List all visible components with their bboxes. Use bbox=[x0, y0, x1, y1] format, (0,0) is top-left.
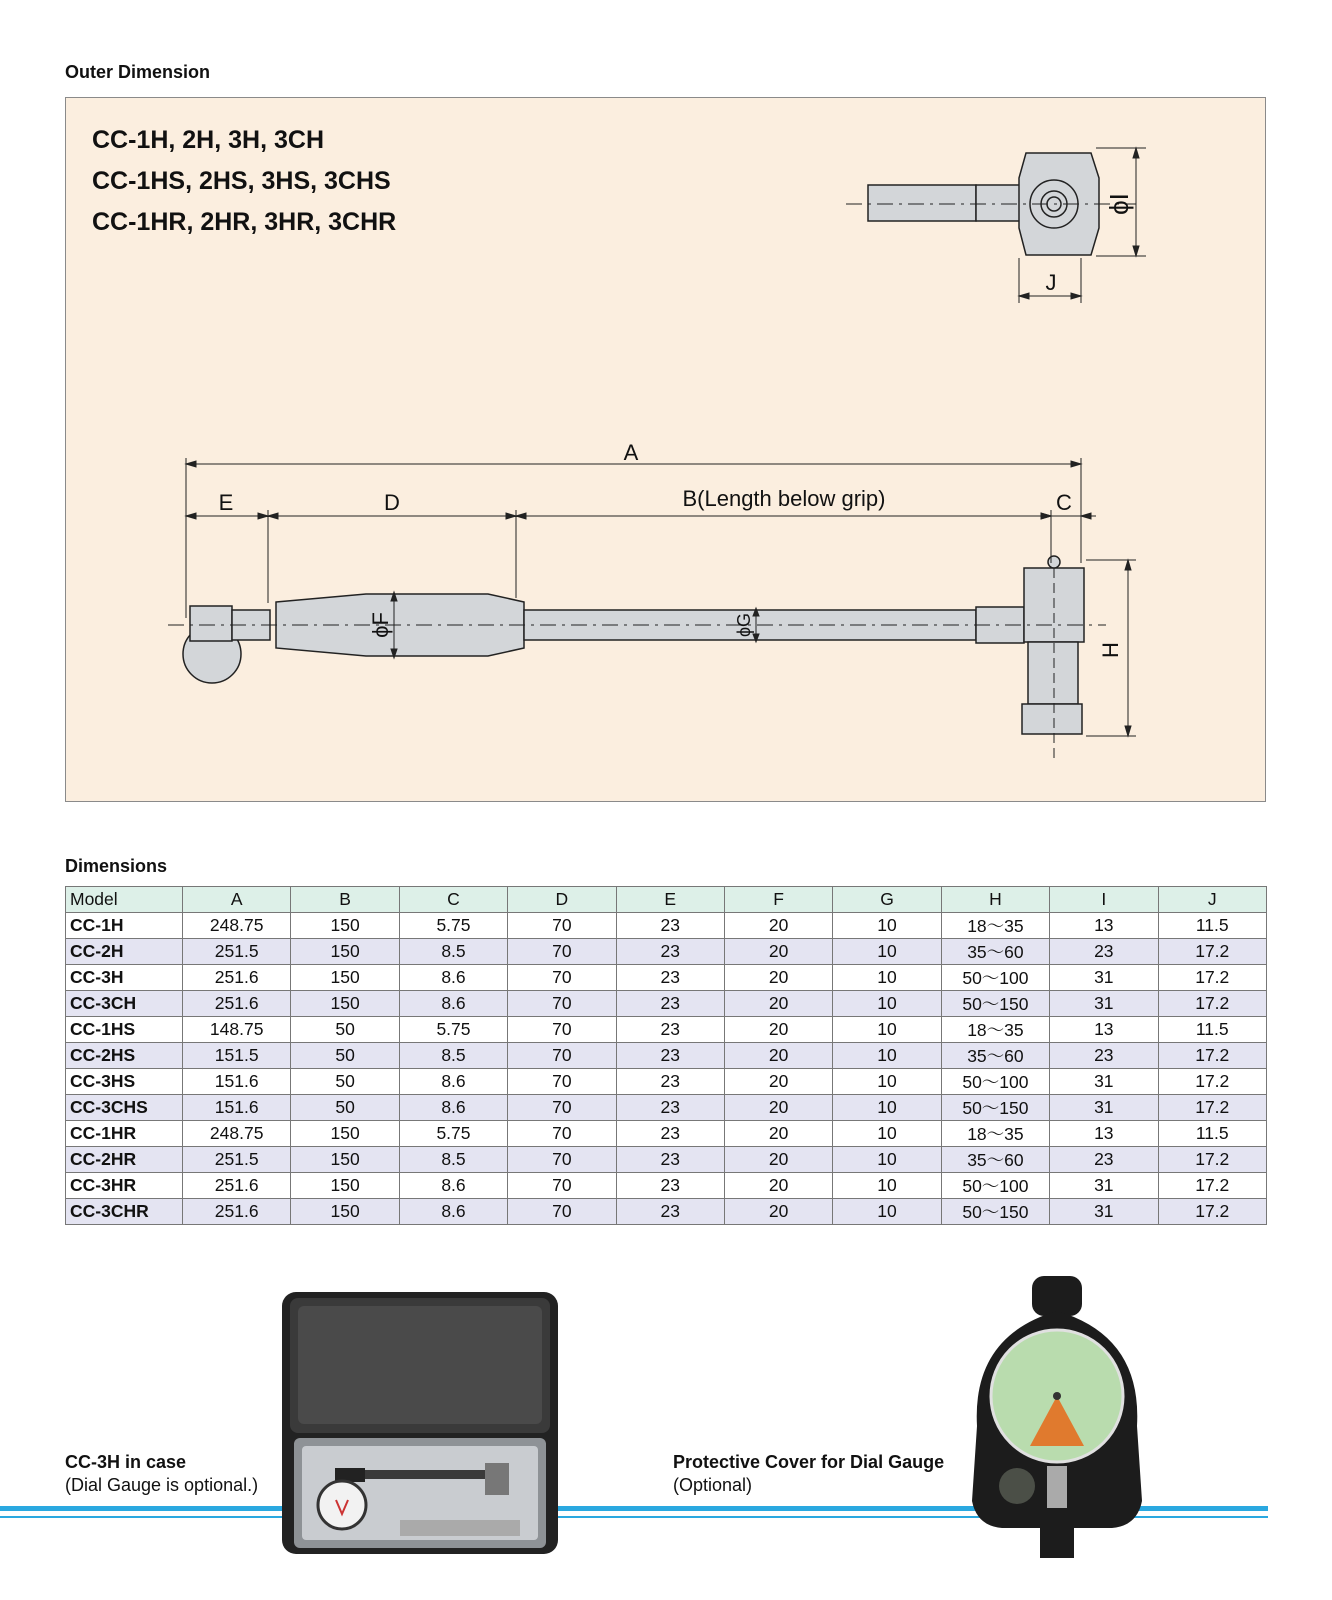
cover-caption-title: Protective Cover for Dial Gauge bbox=[673, 1452, 945, 1472]
value-cell: 23 bbox=[1050, 1043, 1158, 1069]
table-row bbox=[66, 1173, 1267, 1199]
table-body bbox=[66, 913, 1267, 1225]
case-caption-note: (Dial Gauge is optional.) bbox=[65, 1475, 259, 1495]
value-cell: 50 bbox=[291, 1043, 399, 1069]
value-cell: 70 bbox=[508, 939, 616, 965]
value-cell: 23 bbox=[1050, 1147, 1158, 1173]
value-cell: 10 bbox=[833, 965, 941, 991]
value-cell: 17.2 bbox=[1158, 1069, 1266, 1095]
value-cell: 23 bbox=[616, 1017, 724, 1043]
gauge-main-body bbox=[183, 556, 1084, 734]
value-cell: 10 bbox=[833, 991, 941, 1017]
value-cell: 13 bbox=[1050, 913, 1158, 939]
value-cell: 20 bbox=[724, 1017, 832, 1043]
value-cell: 17.2 bbox=[1158, 991, 1266, 1017]
value-cell: 251.6 bbox=[183, 965, 291, 991]
value-cell: 251.5 bbox=[183, 1147, 291, 1173]
col-header: E bbox=[616, 887, 724, 913]
value-cell: 10 bbox=[833, 1173, 941, 1199]
col-header: A bbox=[183, 887, 291, 913]
value-cell: 23 bbox=[616, 1043, 724, 1069]
col-header: G bbox=[833, 887, 941, 913]
value-cell: 10 bbox=[833, 1043, 941, 1069]
case-caption bbox=[65, 1451, 258, 1497]
value-cell: 20 bbox=[724, 913, 832, 939]
value-cell: 23 bbox=[616, 1069, 724, 1095]
value-cell: 23 bbox=[616, 939, 724, 965]
table-row bbox=[66, 913, 1267, 939]
value-cell: 8.6 bbox=[399, 1173, 507, 1199]
table-row bbox=[66, 965, 1267, 991]
label-c: C bbox=[1056, 490, 1072, 515]
value-cell: 148.75 bbox=[183, 1017, 291, 1043]
value-cell: 18～35 bbox=[941, 913, 1049, 939]
value-cell: 5.75 bbox=[399, 1017, 507, 1043]
value-cell: 150 bbox=[291, 1199, 399, 1225]
value-cell: 150 bbox=[291, 913, 399, 939]
value-cell: 251.6 bbox=[183, 1173, 291, 1199]
col-header: C bbox=[399, 887, 507, 913]
label-b: B(Length below grip) bbox=[682, 486, 886, 511]
value-cell: 17.2 bbox=[1158, 1199, 1266, 1225]
value-cell: 17.2 bbox=[1158, 1173, 1266, 1199]
value-cell: 5.75 bbox=[399, 1121, 507, 1147]
case-caption-title: CC-3H in case bbox=[65, 1452, 187, 1472]
table-row bbox=[66, 1095, 1267, 1121]
cover-caption-note: (Optional) bbox=[673, 1475, 753, 1495]
model-cell: CC-2HR bbox=[66, 1147, 183, 1173]
value-cell: 50 bbox=[291, 1017, 399, 1043]
value-cell: 251.6 bbox=[183, 991, 291, 1017]
dimensions-table bbox=[65, 886, 1267, 1225]
value-cell: 35～60 bbox=[941, 1147, 1049, 1173]
value-cell: 20 bbox=[724, 1043, 832, 1069]
value-cell: 23 bbox=[616, 1095, 724, 1121]
value-cell: 50～100 bbox=[941, 965, 1049, 991]
value-cell: 8.6 bbox=[399, 1095, 507, 1121]
value-cell: 8.6 bbox=[399, 991, 507, 1017]
value-cell: 11.5 bbox=[1158, 913, 1266, 939]
value-cell: 20 bbox=[724, 991, 832, 1017]
label-j: J bbox=[1045, 270, 1057, 295]
col-header: D bbox=[508, 887, 616, 913]
value-cell: 251.6 bbox=[183, 1199, 291, 1225]
col-header: B bbox=[291, 887, 399, 913]
model-cell: CC-3HS bbox=[66, 1069, 183, 1095]
model-line-hr: CC-1HR, 2HR, 3HR, 3CHR bbox=[92, 208, 397, 236]
model-cell: CC-3H bbox=[66, 965, 183, 991]
value-cell: 50～150 bbox=[941, 991, 1049, 1017]
value-cell: 10 bbox=[833, 1069, 941, 1095]
table-row bbox=[66, 991, 1267, 1017]
gauge-drawing bbox=[66, 98, 1267, 803]
value-cell: 70 bbox=[508, 1147, 616, 1173]
value-cell: 17.2 bbox=[1158, 1043, 1266, 1069]
value-cell: 20 bbox=[724, 1147, 832, 1173]
value-cell: 31 bbox=[1050, 965, 1158, 991]
value-cell: 50 bbox=[291, 1069, 399, 1095]
value-cell: 20 bbox=[724, 1069, 832, 1095]
value-cell: 35～60 bbox=[941, 1043, 1049, 1069]
model-cell: CC-3CH bbox=[66, 991, 183, 1017]
value-cell: 17.2 bbox=[1158, 939, 1266, 965]
value-cell: 5.75 bbox=[399, 913, 507, 939]
model-cell: CC-2HS bbox=[66, 1043, 183, 1069]
value-cell: 23 bbox=[616, 913, 724, 939]
value-cell: 13 bbox=[1050, 1121, 1158, 1147]
table-row bbox=[66, 1043, 1267, 1069]
value-cell: 17.2 bbox=[1158, 1147, 1266, 1173]
value-cell: 248.75 bbox=[183, 1121, 291, 1147]
center-lines bbox=[168, 204, 1136, 763]
case-photo bbox=[280, 1288, 560, 1558]
col-header: J bbox=[1158, 887, 1266, 913]
value-cell: 70 bbox=[508, 965, 616, 991]
value-cell: 17.2 bbox=[1158, 1095, 1266, 1121]
col-header: I bbox=[1050, 887, 1158, 913]
value-cell: 70 bbox=[508, 1069, 616, 1095]
value-cell: 18～35 bbox=[941, 1017, 1049, 1043]
value-cell: 10 bbox=[833, 913, 941, 939]
model-line-hs: CC-1HS, 2HS, 3HS, 3CHS bbox=[92, 167, 391, 195]
model-cell: CC-1HR bbox=[66, 1121, 183, 1147]
value-cell: 151.6 bbox=[183, 1095, 291, 1121]
value-cell: 23 bbox=[616, 1121, 724, 1147]
value-cell: 151.6 bbox=[183, 1069, 291, 1095]
value-cell: 31 bbox=[1050, 1095, 1158, 1121]
cover-photo bbox=[962, 1276, 1152, 1558]
model-cell: CC-1H bbox=[66, 913, 183, 939]
model-cell: CC-2H bbox=[66, 939, 183, 965]
value-cell: 70 bbox=[508, 1095, 616, 1121]
value-cell: 31 bbox=[1050, 1069, 1158, 1095]
value-cell: 20 bbox=[724, 1173, 832, 1199]
value-cell: 17.2 bbox=[1158, 965, 1266, 991]
table-row bbox=[66, 1199, 1267, 1225]
value-cell: 10 bbox=[833, 1017, 941, 1043]
value-cell: 18～35 bbox=[941, 1121, 1049, 1147]
value-cell: 8.5 bbox=[399, 939, 507, 965]
value-cell: 20 bbox=[724, 1121, 832, 1147]
value-cell: 8.6 bbox=[399, 1069, 507, 1095]
label-e: E bbox=[218, 490, 234, 515]
value-cell: 70 bbox=[508, 913, 616, 939]
value-cell: 11.5 bbox=[1158, 1017, 1266, 1043]
table-row bbox=[66, 1069, 1267, 1095]
col-header: F bbox=[724, 887, 832, 913]
value-cell: 10 bbox=[833, 1121, 941, 1147]
value-cell: 50 bbox=[291, 1095, 399, 1121]
cover-caption bbox=[673, 1451, 944, 1497]
value-cell: 11.5 bbox=[1158, 1121, 1266, 1147]
value-cell: 8.6 bbox=[399, 1199, 507, 1225]
col-header: Model bbox=[66, 887, 183, 913]
label-a: A bbox=[623, 440, 639, 465]
value-cell: 70 bbox=[508, 1173, 616, 1199]
value-cell: 10 bbox=[833, 1147, 941, 1173]
value-cell: 70 bbox=[508, 991, 616, 1017]
value-cell: 20 bbox=[724, 939, 832, 965]
value-cell: 23 bbox=[616, 1147, 724, 1173]
value-cell: 8.6 bbox=[399, 965, 507, 991]
value-cell: 10 bbox=[833, 939, 941, 965]
dimensions-title: Dimensions bbox=[65, 856, 168, 876]
value-cell: 23 bbox=[616, 991, 724, 1017]
value-cell: 150 bbox=[291, 1173, 399, 1199]
value-cell: 70 bbox=[508, 1017, 616, 1043]
value-cell: 8.5 bbox=[399, 1147, 507, 1173]
value-cell: 31 bbox=[1050, 1173, 1158, 1199]
value-cell: 20 bbox=[724, 965, 832, 991]
value-cell: 10 bbox=[833, 1095, 941, 1121]
table-row bbox=[66, 939, 1267, 965]
value-cell: 8.5 bbox=[399, 1043, 507, 1069]
table-header-row bbox=[66, 887, 1267, 913]
label-h: H bbox=[1098, 642, 1123, 658]
value-cell: 31 bbox=[1050, 1199, 1158, 1225]
value-cell: 23 bbox=[616, 1199, 724, 1225]
value-cell: 50～150 bbox=[941, 1095, 1049, 1121]
value-cell: 23 bbox=[616, 965, 724, 991]
value-cell: 50～150 bbox=[941, 1199, 1049, 1225]
value-cell: 31 bbox=[1050, 991, 1158, 1017]
value-cell: 23 bbox=[616, 1173, 724, 1199]
value-cell: 150 bbox=[291, 965, 399, 991]
label-d: D bbox=[384, 490, 400, 515]
label-f: ϕF bbox=[368, 612, 393, 638]
model-cell: CC-1HS bbox=[66, 1017, 183, 1043]
model-cell: CC-3CHS bbox=[66, 1095, 183, 1121]
value-cell: 23 bbox=[1050, 939, 1158, 965]
outer-dimension-title: Outer Dimension bbox=[65, 62, 211, 82]
label-g: ϕG bbox=[734, 612, 754, 638]
value-cell: 10 bbox=[833, 1199, 941, 1225]
value-cell: 70 bbox=[508, 1121, 616, 1147]
value-cell: 13 bbox=[1050, 1017, 1158, 1043]
value-cell: 20 bbox=[724, 1095, 832, 1121]
model-cell: CC-3CHR bbox=[66, 1199, 183, 1225]
value-cell: 150 bbox=[291, 939, 399, 965]
value-cell: 50～100 bbox=[941, 1173, 1049, 1199]
table-row bbox=[66, 1121, 1267, 1147]
model-cell: CC-3HR bbox=[66, 1173, 183, 1199]
value-cell: 150 bbox=[291, 991, 399, 1017]
value-cell: 20 bbox=[724, 1199, 832, 1225]
value-cell: 150 bbox=[291, 1147, 399, 1173]
value-cell: 248.75 bbox=[183, 913, 291, 939]
value-cell: 50～100 bbox=[941, 1069, 1049, 1095]
dimension-labels bbox=[219, 193, 1134, 658]
model-line-h: CC-1H, 2H, 3H, 3CH bbox=[92, 126, 324, 154]
table-row bbox=[66, 1147, 1267, 1173]
col-header: H bbox=[941, 887, 1049, 913]
label-i: ϕI bbox=[1104, 193, 1134, 215]
outer-dimension-diagram bbox=[65, 97, 1266, 802]
value-cell: 251.5 bbox=[183, 939, 291, 965]
value-cell: 35～60 bbox=[941, 939, 1049, 965]
value-cell: 70 bbox=[508, 1043, 616, 1069]
value-cell: 151.5 bbox=[183, 1043, 291, 1069]
value-cell: 150 bbox=[291, 1121, 399, 1147]
table-row bbox=[66, 1017, 1267, 1043]
value-cell: 70 bbox=[508, 1199, 616, 1225]
